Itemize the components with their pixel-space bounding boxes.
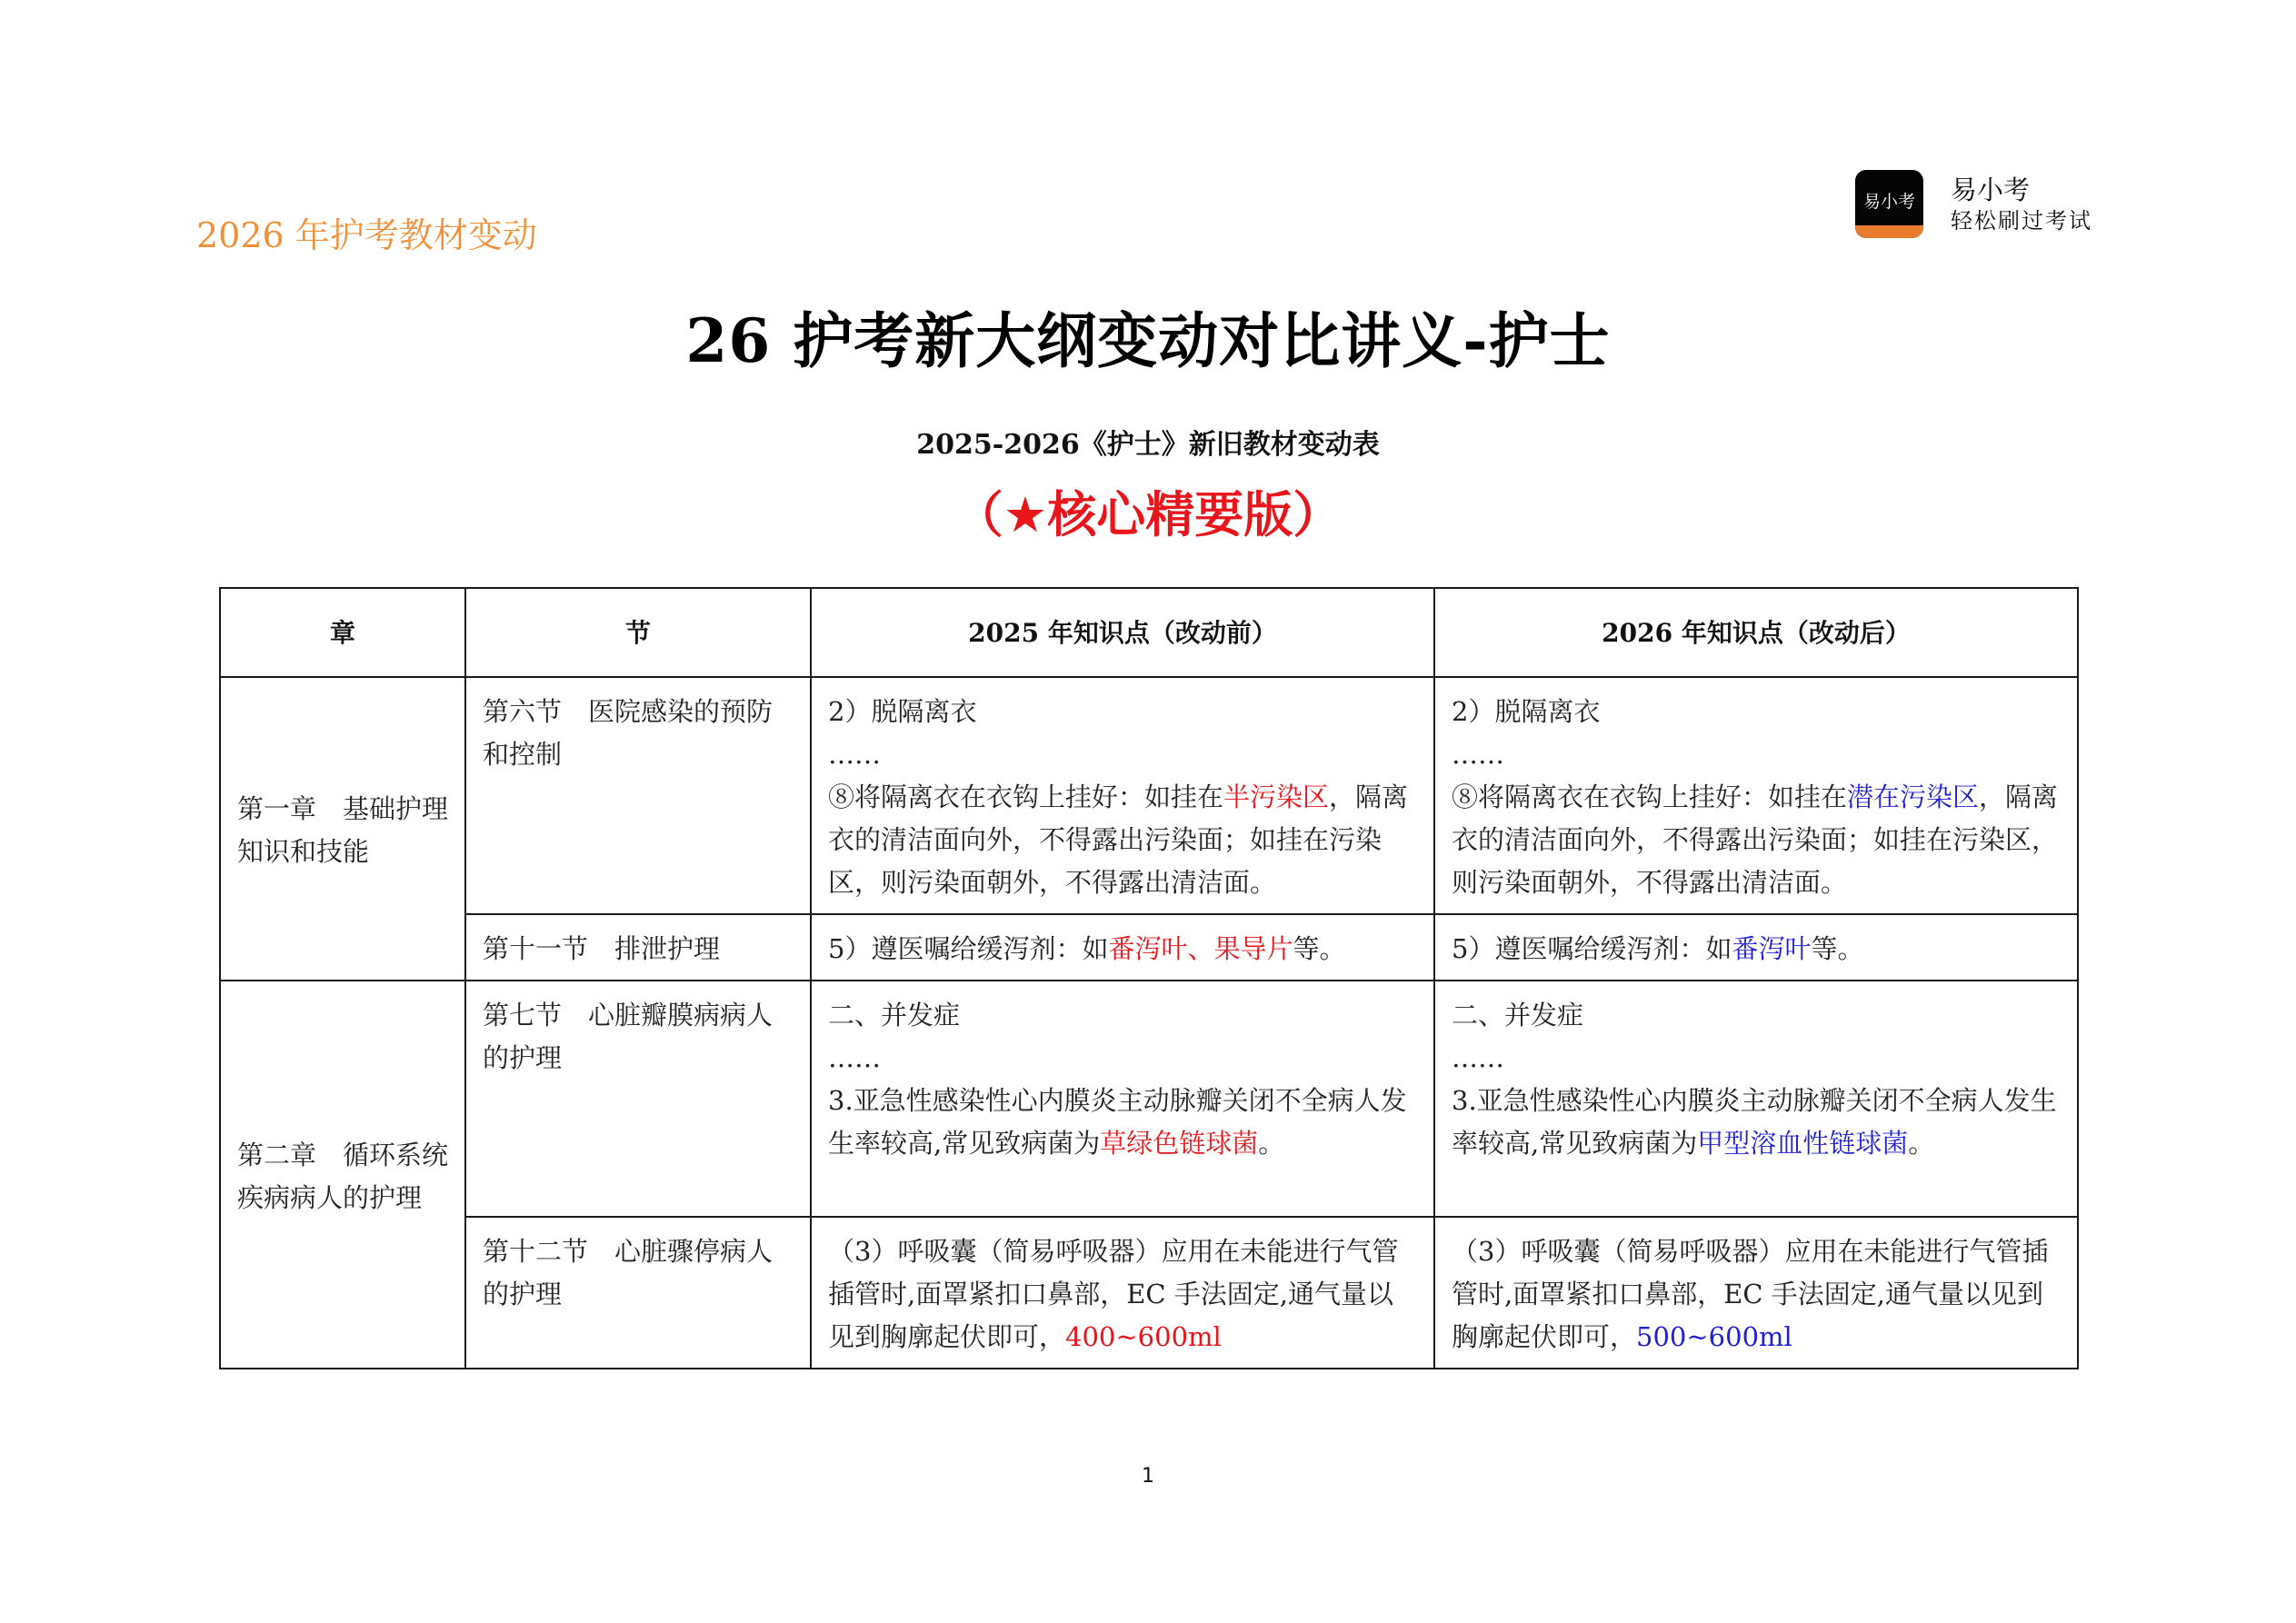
ellipsis: ……	[1452, 739, 1504, 770]
text-segment: 。	[1908, 1128, 1935, 1159]
ellipsis: ……	[828, 739, 881, 770]
page-title: 26 护考新大纲变动对比讲义-护士	[685, 305, 1611, 376]
new-highlight: 甲型溶血性链球菌	[1697, 1128, 1909, 1159]
old-content-heading: 2）脱隔离衣	[828, 696, 977, 727]
brand-logo	[1855, 170, 2092, 238]
new-content-heading: 二、并发症	[1452, 1000, 1584, 1031]
text-segment: 等。	[1293, 933, 1346, 964]
old-content-cell	[811, 914, 1434, 981]
column-header-new: 2026 年知识点（改动后）	[1434, 588, 2078, 677]
text-segment: （3）呼吸囊（简易呼吸器）应用在未能进行气管插管时,面罩紧扣口鼻部，EC 手法固定,通气量以见到胸廓起伏即可，	[1452, 1236, 2049, 1352]
text-segment: 。	[1258, 1128, 1285, 1159]
text-segment: ，隔离衣的清洁面向外，不得露出污染面；如挂在污染区，则污染面朝外，不得露出清洁面。	[828, 782, 1409, 898]
table-row	[220, 677, 2078, 914]
new-content-cell	[1434, 914, 2078, 981]
chapter-cell: 第一章 基础护理知识和技能	[220, 677, 465, 981]
section-cell: 第十二节 心脏骤停病人的护理	[465, 1217, 811, 1369]
text-segment: ⑧将隔离衣在衣钩上挂好：如挂在	[828, 782, 1224, 812]
brand-slogan: 轻松刷过考试	[1951, 207, 2092, 234]
page-subtitle: 2025-2026《护士》新旧教材变动表	[916, 429, 1380, 461]
old-content-heading: 二、并发症	[828, 1000, 961, 1031]
document-header-tag: 2026 年护考教材变动	[196, 215, 537, 255]
new-content-cell	[1434, 981, 2078, 1217]
new-highlight: 500~600ml	[1636, 1321, 1792, 1352]
brand-name: 易小考	[1951, 174, 2031, 205]
text-segment: 5）遵医嘱给缓泻剂：如	[1452, 933, 1732, 964]
table-row	[220, 1217, 2078, 1369]
old-content-cell	[811, 1217, 1434, 1369]
chapter-cell: 第二章 循环系统疾病病人的护理	[220, 981, 465, 1369]
table-row	[220, 914, 2078, 981]
old-highlight: 400~600ml	[1065, 1321, 1222, 1352]
column-header-section: 节	[465, 588, 811, 677]
app-icon-label: 易小考	[1862, 192, 1915, 212]
app-icon-band	[1855, 225, 1923, 238]
old-highlight: 草绿色链球菌	[1100, 1128, 1259, 1159]
app-icon	[1855, 170, 1923, 238]
section-cell: 第六节 医院感染的预防和控制	[465, 677, 811, 914]
old-content-cell	[811, 677, 1434, 914]
ellipsis: ……	[1452, 1042, 1504, 1073]
old-content-text	[828, 1080, 1417, 1165]
column-header-chapter: 章	[220, 588, 465, 677]
old-content-text	[828, 776, 1417, 904]
edition-label: （★核心精要版）	[953, 486, 1343, 543]
ellipsis: ……	[828, 1042, 881, 1073]
old-highlight: 番泻叶、果导片	[1108, 933, 1293, 964]
section-cell: 第七节 心脏瓣膜病病人的护理	[465, 981, 811, 1217]
changes-table	[219, 587, 2079, 1369]
new-highlight: 番泻叶	[1732, 933, 1812, 964]
old-highlight: 半污染区	[1223, 782, 1330, 812]
text-segment: 5）遵医嘱给缓泻剂：如	[828, 933, 1109, 964]
new-highlight: 潜在污染区	[1847, 782, 1980, 812]
text-segment: 3.亚急性感染性心内膜炎主动脉瓣关闭不全病人发生率较高,常见致病菌为	[1452, 1085, 2057, 1159]
text-segment: 等。	[1811, 933, 1864, 964]
text-segment: ，隔离衣的清洁面向外，不得露出污染面；如挂在污染区，则污染面朝外，不得露出清洁面。	[1452, 782, 2059, 898]
text-segment: （3）呼吸囊（简易呼吸器）应用在未能进行气管插管时,面罩紧扣口鼻部，EC 手法固定,通气量以见到胸廓起伏即可，	[828, 1236, 1399, 1352]
new-content-cell	[1434, 677, 2078, 914]
brand-text	[1951, 174, 2092, 235]
column-header-old: 2025 年知识点（改动前）	[811, 588, 1434, 677]
page-number: 1	[1142, 1465, 1154, 1488]
new-content-cell	[1434, 1217, 2078, 1369]
text-segment: 3.亚急性感染性心内膜炎主动脉瓣关闭不全病人发生率较高,常见致病菌为	[828, 1085, 1407, 1159]
new-content-heading: 2）脱隔离衣	[1452, 696, 1601, 727]
table-row	[220, 981, 2078, 1217]
table-header-row	[220, 588, 2078, 677]
new-content-text	[1452, 776, 2061, 904]
text-segment: ⑧将隔离衣在衣钩上挂好：如挂在	[1452, 782, 1848, 812]
old-content-cell	[811, 981, 1434, 1217]
section-cell: 第十一节 排泄护理	[465, 914, 811, 981]
new-content-text	[1452, 1080, 2061, 1165]
